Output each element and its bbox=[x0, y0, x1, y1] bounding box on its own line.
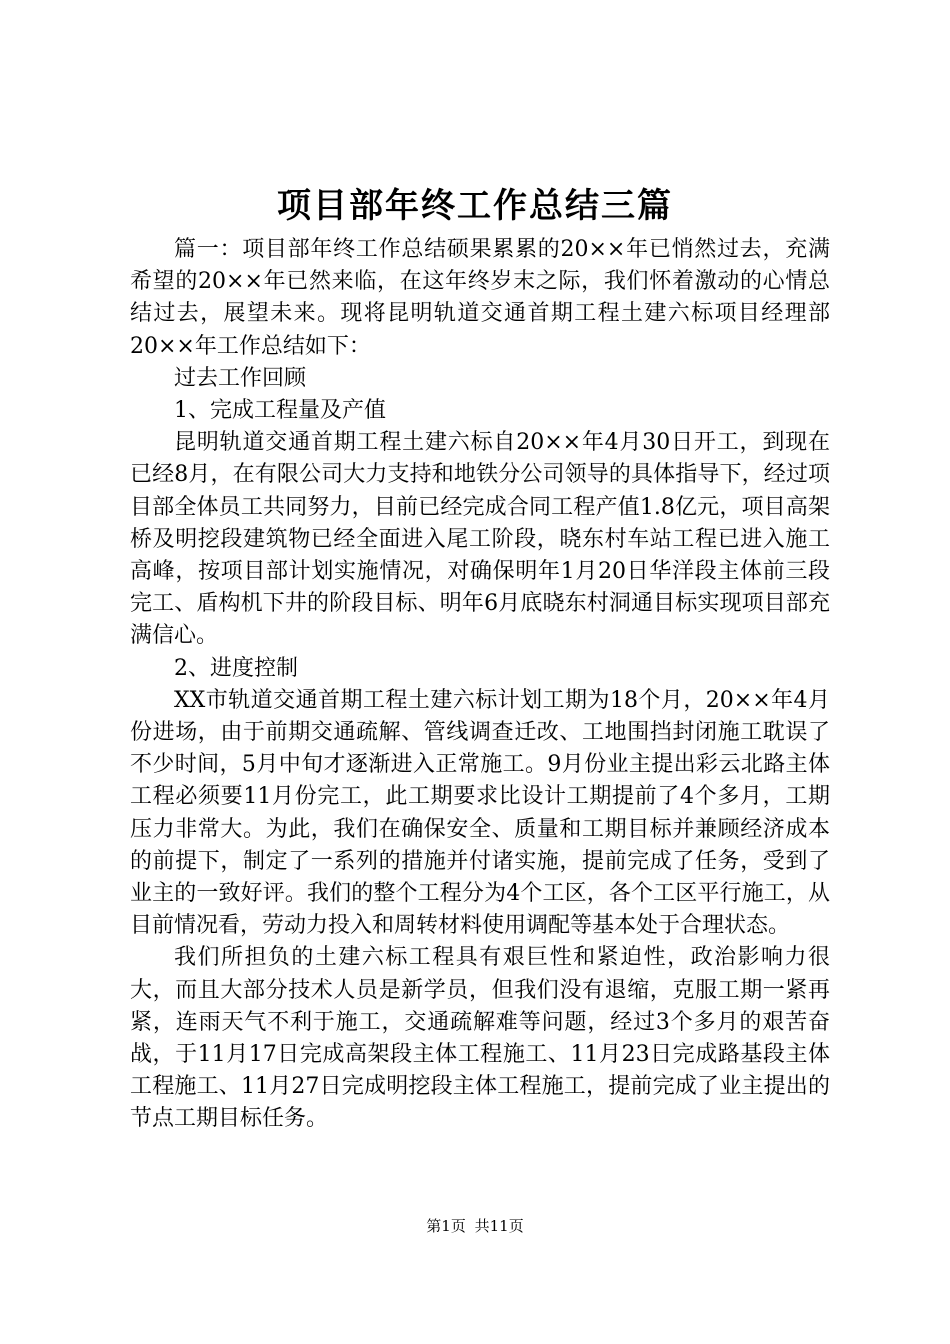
paragraph-output: 昆明轨道交通首期工程土建六标自20××年4月30日开工，到现在已经8月，在有限公司大力支持和地铁分公司领导的具体指导下，经过项目部全体员工共同努力，目前已经完成合同工程产值1.8亿元，项目高架桥及明挖段建筑物已经全面进入尾工阶段，晓东村车站工程已进入施工高峰，按项目部计划实施情况，对确保明年1月20日华洋段主体前三段完工、盾构机下井的阶段目标、明年6月底晓东村洞通目标实现项目部充满信心。 bbox=[130, 430, 830, 649]
document-title: 项目部年终工作总结三篇 bbox=[277, 186, 673, 226]
paragraph-achievement: 我们所担负的土建六标工程具有艰巨性和紧迫性，政治影响力很大，而且大部分技术人员是新学员，但我们没有退缩，克服工期一紧再紧，连雨天气不利于施工，交通疏解难等问题，经过3个多月的艰苦奋战，于11月17日完成高架段主体工程施工、11月23日完成路基段主体工程施工、11月27日完成明挖段主体工程施工，提前完成了业主提出的节点工期目标任务。 bbox=[130, 945, 830, 1132]
section-heading-2: 2、进度控制 bbox=[174, 655, 298, 681]
paragraph-schedule: XX市轨道交通首期工程土建六标计划工期为18个月，20××年4月份进场，由于前期交通疏解、管线调查迁改、工地围挡封闭施工耽误了不少时间，5月中旬才逐渐进入正常施工。9月份业主提出彩云北路主体工程必须要11月份完工，此工期要求比设计工期提前了4个多月，工期压力非常大。为此，我们在确保安全、质量和工期目标并兼顾经济成本的前提下，制定了一系列的措施并付诸实施，提前完成了任务，受到了业主的一致好评。我们的整个工程分为4个工区，各个工区平行施工，从目前情况看，劳动力投入和周转材料使用调配等基本处于合理状态。 bbox=[130, 687, 830, 939]
section-heading-1: 1、完成工程量及产值 bbox=[174, 398, 386, 424]
section-heading-review: 过去工作回顾 bbox=[174, 365, 307, 391]
document-body bbox=[130, 234, 830, 1136]
page-total: 共11页 bbox=[474, 1217, 524, 1235]
page-number: 第1页 bbox=[426, 1217, 466, 1235]
page-footer bbox=[0, 1216, 950, 1236]
paragraph-intro: 篇一：项目部年终工作总结硕果累累的20××年已悄然过去，充满希望的20××年已然来临，在这年终岁末之际，我们怀着激动的心情总结过去，展望未来。现将昆明轨道交通首期工程土建六标项目经理部20××年工作总结如下： bbox=[130, 237, 830, 359]
